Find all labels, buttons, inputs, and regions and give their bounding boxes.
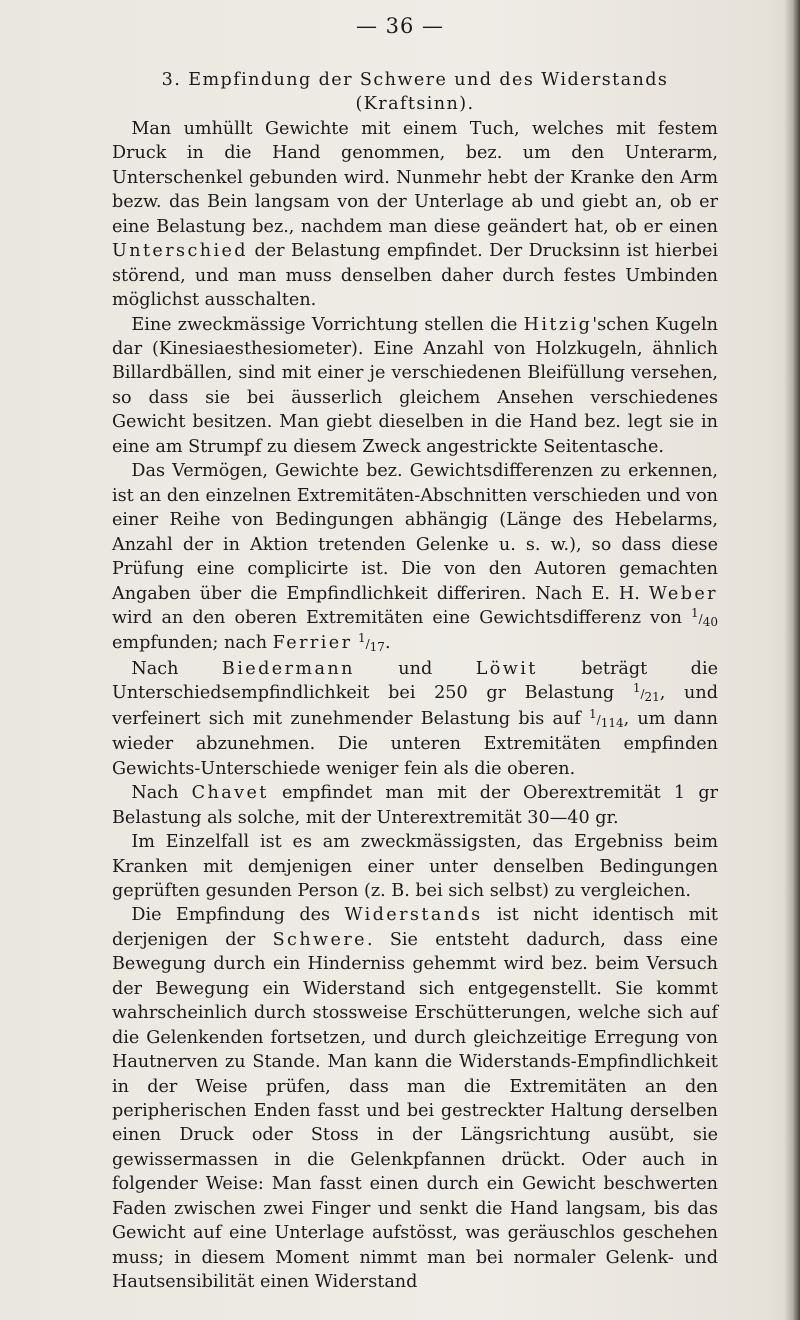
author-name: Biedermann (221, 658, 355, 679)
page-number: — 36 — (355, 14, 445, 38)
emphasis-term: Schwere (272, 929, 367, 950)
author-name: Weber (648, 583, 718, 604)
section-title: 3. Empfindung der Schwere und des Widerstands (161, 70, 669, 90)
section-subtitle: (Kraftsinn). (355, 94, 475, 115)
paragraph-1: Man umhüllt Gewichte mit einem Tuch, welches mit festem Druck in die Hand genommen, bez. um den Unterarm, Unterschenkel gebunden wird. Nunmehr hebt der Kranke den Arm bezw. das Bein langsam von der Unterlage ab und giebt an, ob er eine Belastung bez., nachdem man diese geändert hat, ob er einen Unterschied der Belastung empfindet. Der Drucksinn ist hierbei störend, und man muss denselben daher durch festes Umbinden möglichst ausschalten. (112, 118, 718, 311)
author-name: Löwit (475, 658, 538, 679)
fraction: 1/114 (589, 706, 624, 730)
section-heading (112, 68, 718, 117)
fraction: 1/40 (691, 605, 718, 629)
fraction: 1/21 (632, 681, 660, 705)
emphasis-term: Widerstands (344, 905, 483, 926)
author-name: Hitzig (523, 314, 593, 335)
paragraph-2: Eine zweckmässige Vorrichtung stellen die Hitzig'schen Kugeln dar (Kinesiaesthesiometer). Eine Anzahl von Holzkugeln, ähnlich Billardbällen, sind mit einer je verschiedenen Bleifüllung versehen, so dass sie bei äusserlich gleichem Ansehen verschiedenes Gewicht besitzen. Man giebt dieselben in die Hand bez. legt sie in eine am Strumpf zu diesem Zweck angestrickte Seitentasche. (112, 314, 718, 457)
author-name: Chavet (191, 783, 269, 804)
page-edge-shadow (784, 0, 800, 1320)
emphasis-term: Unterschied (112, 241, 248, 262)
paragraph-5: Nach Chavet empfindet man mit der Oberextremität 1 gr Belastung als solche, mit der Unterextremität 30—40 gr. (112, 783, 718, 828)
author-name: Ferrier (272, 633, 353, 654)
page-body (112, 68, 718, 1295)
paragraph-7: Die Empfindung des Widerstands ist nicht identisch mit derjenigen der Schwere. Sie entsteht dadurch, dass eine Bewegung durch ein Hinderniss gehemmt wird bez. beim Versuch der Bewegung ein Widerstand sich entgegenstellt. Sie kommt wahrscheinlich durch stossweise Erschütterungen, welche sich auf die Gelenkenden fortsetzen, und durch gleichzeitige Erregung von Hautnerven zu Stande. Man kann die Widerstands-Empfindlichkeit in der Weise prüfen, dass man die Extremitäten an den peripherischen Enden fasst und bei gestreckter Haltung derselben einen Druck oder Stoss in der Längsrichtung ausübt, sie gewissermassen in die Gelenkpfannen drückt. Oder auch in folgender Weise: Man fasst einen durch ein Gewicht beschwerten Faden zwischen zwei Finger und senkt die Hand langsam, bis das Gewicht auf eine Unterlage aufstösst, was geräuschlos geschehen muss; in diesem Moment nimmt man bei normaler Gelenk- und Hautsensibilität einen Widerstand (112, 905, 718, 1293)
paragraph-6: Im Einzelfall ist es am zweckmässigsten, das Ergebniss beim Kranken mit demjenigen einer unter denselben Bedingungen geprüften gesunden Person (z. B. bei sich selbst) zu vergleichen. (112, 832, 718, 901)
paragraph-4: Nach Biedermann und Löwit beträgt die Unterschiedsempfindlichkeit bei 250 gr Belastung 1/21, und verfeinert sich mit zunehmender Belastung bis auf 1/114, um dann wieder abzunehmen. Die unteren Extremitäten empfinden Gewichts-Unterschiede weniger fein als die oberen. (112, 658, 718, 779)
fraction: 1/17 (357, 631, 385, 655)
paragraph-3: Das Vermögen, Gewichte bez. Gewichtsdifferenzen zu erkennen, ist an den einzelnen Extremitäten-Abschnitten verschieden und von einer Reihe von Bedingungen abhängig (Länge des Hebelarms, Anzahl der in Aktion tretenden Gelenke u. s. w.), so dass diese Prüfung eine complicirte ist. Die von den Autoren gemachten Angaben über die Empfindlichkeit differiren. Nach E. H. Weber wird an den oberen Extremitäten eine Gewichtsdifferenz von 1/40 empfunden; nach Ferrier 1/17. (112, 461, 718, 655)
